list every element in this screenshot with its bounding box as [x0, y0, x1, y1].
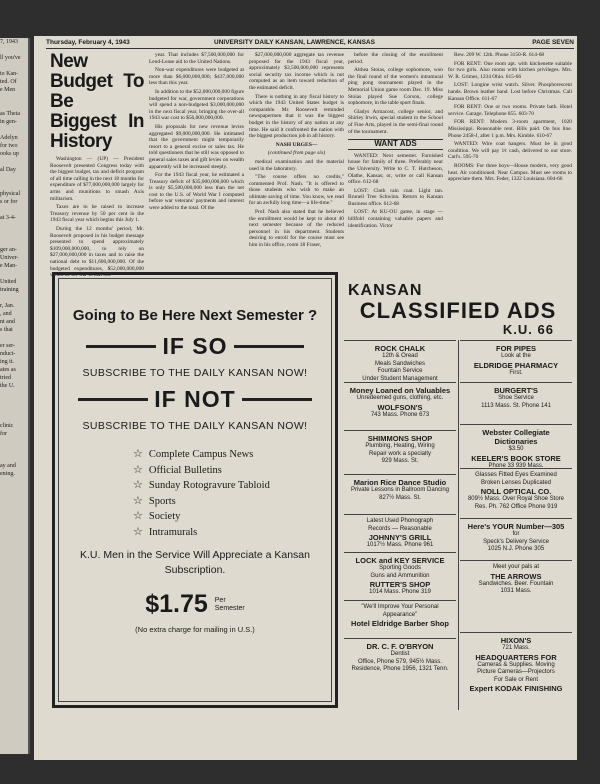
article-paragraph: For the 1943 fiscal year, he estimated a Treasury deficit of $35,000,000,000 which is only $5,500,000,000 less than the net cost to the U.S. of World War I computed before war veterans' payments and interest were added to the total. Of the	[149, 172, 244, 212]
classified-ad-line: Plumbing, Heating, Wiring	[365, 443, 435, 449]
classified-ad-line: Speck's Delivery Service	[483, 538, 549, 545]
classified-ad-line: 827½ Mass. St.	[379, 494, 421, 501]
header-date: Thursday, February 4, 1943	[46, 39, 130, 46]
edge-snippet: ooks up	[0, 151, 19, 157]
edge-snippet: e Men	[0, 87, 16, 93]
classified-ad-line: 12th & Oread	[382, 353, 418, 359]
edge-snippet	[0, 206, 28, 214]
edge-snippet	[0, 158, 28, 166]
article-paragraph: Washington — (UP) — President Roosevelt presented Congress today with the biggest budget, tax and deficit program of all time calling in the next 18 months for expenditure of $77,000,000,000 largely for arms and munitions to smash Axis militarism.	[50, 156, 144, 202]
classified-ad-line: Phone 33 939 Mass.	[488, 462, 544, 469]
article-paragraph: FOR RENT: Modern 3-room apartment, 1020 Mississippi. Reasonable rent. Bills paid. On bus line. Phone 2458-J, after 1 p.m. Mrs. Kimble. 610-67	[448, 119, 572, 139]
classified-ad-line: 743 Mass. Phone 673	[370, 411, 430, 418]
edge-snippet: , and	[0, 311, 12, 317]
article-paragraph: Prof. Nash also stated that he believed the enrollment would be kept to about 40 next semester because of the reduced personnel in his department. Students desiring to enroll for the course must see him in his office, room 18 Fraser,	[249, 209, 344, 249]
article-paragraph: Rew. 209 W. 12th. Phone 3150-R. 614-68	[454, 52, 545, 58]
classified-ad	[460, 518, 572, 560]
price-tag	[59, 590, 331, 619]
page-header	[46, 38, 574, 49]
classified-ad-line: Records — Reasonable	[368, 525, 432, 532]
classified-ad-line: RUTTER'S SHOP	[369, 580, 431, 590]
classified-ad-line: Meet your pals at	[492, 564, 540, 570]
edge-snippet: r, Jan.	[0, 303, 15, 309]
classified-ad-line: ROCK CHALK	[374, 344, 426, 353]
edge-snippet: clinic	[0, 423, 14, 429]
price-per: Per	[214, 597, 226, 605]
subscription-ad-title: Going to Be Here Next Semester ?	[72, 307, 318, 324]
edge-snippet	[0, 390, 28, 398]
classified-ad-line: Broken Lenses Duplicated	[480, 479, 552, 486]
classified-ad-line: Unredeemed guns, clothing, etc.	[356, 395, 444, 401]
classified-ad-line: Appearance"	[382, 611, 418, 618]
edge-snippet: physical	[0, 191, 20, 197]
feature-list	[133, 447, 331, 540]
feature-item	[133, 494, 331, 510]
edge-snippet: for two	[0, 143, 18, 149]
classified-ad-line: Private Lessons in Ballroom Dancing	[350, 487, 450, 493]
edge-snippet	[0, 334, 28, 342]
article-headline: New Budget To Be Biggest In History	[50, 51, 144, 152]
edge-snippet	[0, 406, 28, 414]
price-value: $1.75	[145, 590, 208, 618]
article-paragraph: LOST: At KU-OU game, in stage —billfold containing valuable papers and identification. Victor	[348, 209, 443, 229]
classified-ad-line: THE ARROWS	[490, 571, 542, 581]
classified-ad-line: 1031 Mass.	[500, 588, 532, 595]
if-not-label: IF NOT	[154, 386, 236, 412]
edge-snippet	[0, 126, 28, 134]
classified-ad-line: Repair work a specialty	[368, 450, 432, 457]
article-paragraph: FOR RENT: One or two rooms. Private bath. Hotel service. Garage. Telephone 855. 603-70	[448, 104, 572, 117]
edge-snippet	[0, 230, 28, 238]
nash-subhead: NASH URGES—	[275, 141, 318, 148]
subscription-ad	[52, 272, 338, 708]
classified-ad	[460, 632, 572, 710]
subscribe-line-1: SUBSCRIBE TO THE DAILY KANSAN NOW!	[82, 367, 308, 379]
classified-ad-line: Cameras & Supplies. Moving	[477, 661, 555, 668]
header-page-number: PAGE SEVEN	[532, 39, 574, 46]
classified-ad-line: Glasses Fitted Eyes Examined	[475, 472, 557, 478]
edge-snippet: the U.	[0, 383, 15, 389]
classified-ad-line: 721 Mass.	[502, 645, 530, 651]
subscribe-line-2: SUBSCRIBE TO THE DAILY KANSAN NOW!	[82, 420, 308, 432]
mailing-note: (No extra charge for mailing in U.S.)	[135, 625, 255, 634]
article-paragraph: $27,000,000,000 aggregate tax revenue proposed for the 1943 fiscal year, approximately $3,500,000,000 represents social security tax income which is not computed as an item toward reduction of the estimated deficit.	[249, 52, 344, 91]
classified-ad-line: Under Student Management	[362, 375, 438, 382]
classified-ad-line: 1025 N.J. Phone 305	[487, 546, 545, 553]
article-paragraph: "The course offers no credits," commented Prof. Nash. "It is offered to those students who wish to make an ultimate saving of time. You know, we read for an awfully long time—a life-time."	[249, 174, 344, 207]
edge-snippet	[0, 438, 28, 446]
edge-snippet: ing it.	[0, 359, 15, 365]
edge-snippet: training	[0, 287, 19, 293]
classified-ad-line: HIXON'S	[500, 636, 532, 645]
edge-snippet: to Kan-	[0, 71, 19, 77]
edge-snippet: 7, 1943	[0, 39, 18, 45]
classified-ad-line: Look at the	[501, 353, 531, 359]
want-ads-title: WANT ADS	[348, 139, 443, 150]
classified-ad	[460, 468, 572, 518]
star-icon: ☆	[133, 463, 143, 476]
feature-label: Sports	[148, 495, 176, 507]
star-icon: ☆	[133, 494, 143, 507]
edge-snippet	[0, 238, 28, 246]
classified-ad-line: Fountain Service	[377, 368, 423, 375]
classified-ad	[344, 638, 456, 710]
banner-kansan: KANSAN	[348, 282, 423, 299]
feature-label: Society	[148, 511, 181, 522]
banner-classified-ads: CLASSIFIED ADS	[359, 298, 557, 323]
edge-snippet: ening.	[0, 471, 15, 477]
classified-ad-line: Shoe Service	[498, 395, 534, 401]
edge-snippet	[0, 454, 28, 462]
classified-ad-line: KEELER'S BOOK STORE	[471, 453, 561, 463]
price-semester: Semester	[214, 605, 245, 613]
star-icon: ☆	[133, 525, 143, 538]
classified-ad	[344, 514, 456, 552]
classified-banner	[344, 282, 572, 342]
edge-snippet	[0, 102, 28, 110]
feature-item	[133, 478, 331, 494]
article-paragraph: WANTED: Next semester. Furnished house for family of three. Preferably near the University. Write to C. T. Hutcheson, Olathe, Kansas; or, write or call Kansan office. 612-68	[348, 152, 443, 186]
classified-ad-line: JOHNNY'S GRILL	[368, 533, 432, 543]
edge-snippet	[0, 294, 28, 302]
classified-ad-line: Residence, Phone 1956, 1321 Tenn.	[351, 666, 449, 673]
edge-snippet: as Theta	[0, 111, 21, 117]
classified-ad-line: Office, Phone 579, 945½ Mass.	[358, 658, 442, 665]
classified-ad-line: FOR PIPES	[495, 344, 536, 353]
classified-ad-line: WOLFSON'S	[377, 402, 423, 412]
classified-ad	[460, 560, 572, 632]
classified-ad	[344, 382, 456, 430]
article-column-4	[348, 52, 443, 274]
edge-snippet: Adelyn	[0, 135, 18, 141]
feature-label: Official Bulletins	[148, 464, 222, 476]
article-column-1	[50, 51, 144, 279]
edge-snippet: e Man-	[0, 263, 18, 269]
edge-snippet	[0, 270, 28, 278]
edge-snippet	[0, 414, 28, 422]
article-paragraph: His proposals for new revenue levies aggregated $9,000,000,000. He intimated that the government might temporarily resort to a general excise or sales tax. He told questioners that he still was opposed to general sales taxes and gift levies on wealth apparently will be increased steeply.	[149, 123, 244, 170]
classified-ad-line: HEADQUARTERS FOR	[475, 652, 557, 662]
feature-item	[133, 463, 331, 479]
classified-ad-line: First.	[509, 369, 523, 376]
star-icon: ☆	[133, 479, 143, 491]
edge-snippet	[0, 174, 28, 182]
classified-ad-line: Marion Rice Dance Studio	[353, 478, 447, 487]
service-men-note: K.U. Men in the Service Will Appreciate a Kansan Subscription.	[80, 549, 310, 576]
article-paragraph: Non-war expenditures were budgeted at more than $6,000,000,000; $437,000,000 less than this year.	[149, 67, 244, 87]
edge-snippet: al Day	[0, 167, 16, 173]
classified-ad-line: Expert KODAK FINISHING	[469, 684, 563, 694]
article-column-5	[448, 52, 572, 274]
classified-ad-line: Sporting Goods	[379, 565, 421, 571]
classified-ad-line: Latest Used Phonograph	[366, 518, 434, 524]
edge-snippet: at 3-4-	[0, 215, 16, 221]
classified-ad-line: SHIMMONS SHOP	[367, 434, 433, 443]
header-masthead: UNIVERSITY DAILY KANSAN, LAWRENCE, KANSAS	[214, 39, 375, 46]
classified-ad-line: Hotel Eldridge Barber Shop	[351, 619, 449, 629]
banner-ku66: K.U. 66	[502, 322, 554, 337]
classified-ad-line: 1113 Mass. St. Phone 141	[481, 402, 551, 409]
edge-snippet: in gen-	[0, 119, 17, 125]
classified-ad	[344, 340, 456, 382]
classified-ad	[344, 430, 456, 474]
classified-ad-line: For Sale or Rent	[493, 676, 539, 683]
nash-continued: (continued from page six)	[267, 150, 326, 157]
edge-snippet: for	[0, 431, 7, 437]
feature-label: Intramurals	[148, 526, 198, 538]
edge-snippet: ay and	[0, 463, 16, 469]
classified-ad	[460, 382, 572, 424]
edge-snippet: ates as	[0, 367, 16, 373]
classified-ad	[344, 600, 456, 638]
classified-ad-line: Picture Cameras—Projectors	[477, 669, 555, 676]
classified-ad-line: Sandwiches. Beer. Fountain	[478, 580, 554, 587]
star-icon: ☆	[133, 448, 143, 460]
article-paragraph: LOST: Longine wrist watch. Silver. Phosphorescent hands. Brown leather band. Lost before Christmas. Call Kansan Office. 611-67	[448, 82, 572, 102]
article-paragraph: During the 12 months' period, Mr. Roosevelt proposed in his budget message presented to spend approximately $109,000,000,000, to rely on $27,000,000,000 in taxes and to raise the national debt to $11,600,000,000. Of the budgeted expenditures, $52,000,000,000 would be for war in that one	[50, 225, 144, 279]
classified-ad-line: for	[512, 531, 520, 537]
article-column-2	[149, 52, 244, 266]
classified-divider	[458, 340, 459, 710]
article-paragraph: There is nothing in any fiscal history to which the 1943 United States budget is comparable. Mr. Roosevelt reminded newspapermen that it was the biggest budget in the history of any nation at any time. He said it confronted the nation with the biggest production job in all history.	[249, 93, 344, 140]
feature-item	[133, 509, 331, 525]
classified-ad-line: BURGERT'S	[494, 386, 538, 395]
article-paragraph: Althea Stoias, college sophomore, won the final round of the women's intramural ping pong tournament played in the Memorial Union game room Dec. 19. Miss Stoias played Sue Corson, college sophomore, in the table sport finals.	[348, 67, 443, 107]
article-paragraph: before the closing of the enrollment period.	[348, 52, 443, 65]
classified-ad-line: ELDRIDGE PHARMACY	[473, 360, 559, 370]
classified-ad	[460, 340, 572, 382]
edge-snippet: s that	[0, 327, 13, 333]
adjacent-page-edge	[0, 38, 30, 754]
feature-item	[133, 525, 331, 541]
classified-ad-line: 1017½ Mass. Phone 961	[366, 542, 434, 549]
article-column-3	[249, 52, 344, 266]
article-paragraph: Taxes are to be raised to increase Treasury revenue by 50 per cent in the 1943 fiscal year which begins this July 1.	[50, 204, 144, 224]
edge-snippet	[0, 398, 28, 406]
edge-snippet	[0, 46, 28, 54]
star-icon: ☆	[133, 510, 143, 522]
edge-snippet: er ser-	[0, 343, 16, 349]
classified-ad-line: Res. Ph. 762 Office Phone 919	[474, 503, 558, 510]
classified-ad-line: 929 Mass. St.	[381, 458, 419, 465]
edge-snippet: ll you've	[0, 55, 21, 61]
edge-snippet	[0, 62, 28, 70]
classified-ad-line: Webster Collegiate Dictionaries	[482, 428, 550, 446]
edge-snippet: United	[0, 279, 17, 285]
feature-item	[133, 447, 331, 463]
article-paragraph: ROOMS: For three boys—House modern, very good heat. Air conditioned. Near Campus. Must see rooms to appreciate them. Mrs. Feder, 1322 Louisiana. 604-66	[448, 162, 572, 183]
classified-ad	[344, 474, 456, 514]
feature-label: Sunday Rotogravure Tabloid	[148, 480, 270, 491]
article-paragraph: year. That includes $7,500,000,000 for Lend-Lease aid to the United Nations.	[149, 52, 244, 65]
article-paragraph: WANTED: Wire coat hangers. Must be in good condition. We will pay 1¢ cash, delivered to our store. Carl's. 595-70	[448, 141, 572, 161]
classified-ad-line: Meals Sandwiches	[374, 360, 426, 367]
classified-ad-line: 1014 Mass. Phone 319	[369, 589, 431, 596]
edge-snippet: Univer-	[0, 255, 19, 261]
classified-ad-line: LOCK and KEY SERVICE	[355, 556, 445, 565]
feature-label: Complete Campus News	[148, 449, 254, 460]
classified-ad-line: 809½ Mass. Over Royal Shoe Store	[467, 496, 565, 503]
classified-ad-line: Guns and Ammunition	[370, 572, 430, 579]
article-paragraph: FOR RENT: One room apt. with kitchenette suitable for two girls. Also rooms with kitchen privileges. Mrs. W. R. Grimes, 1234 Ohio. 615-66	[448, 60, 572, 80]
article-paragraph: Gladys Armacost, college senior, and Shirley Irwin, special student in the School of Fine Arts, played in the semi-final round of the tournament.	[348, 108, 443, 135]
edge-snippet: s or for	[0, 199, 18, 205]
edge-snippet: ger an-	[0, 247, 17, 253]
article-paragraph: medical examination and the material used in the laboratory.	[249, 158, 344, 172]
edge-snippet: tried	[0, 375, 11, 381]
classified-ad-line: $3.50	[508, 446, 524, 452]
classified-ad	[460, 424, 572, 468]
classified-ad-line: Money Loaned on Valuables	[349, 386, 451, 395]
classified-ad-line: DR. C. F. O'BRYON	[366, 642, 434, 651]
classified-ad-line: Dentist	[390, 651, 410, 657]
edge-snippet: ted. Of	[0, 79, 17, 85]
edge-snippet	[0, 222, 28, 230]
edge-snippet: nduct-	[0, 351, 16, 357]
article-paragraph: In addition to the $52,000,000,000 figure budgeted for war, government corporations will spend a non-budgeted $3,000,000,000 in the next fiscal year, bringing the over-all 1943 war cost to $56,000,000,000.	[149, 88, 244, 122]
classified-ad-line: "We'll Improve Your Personal	[361, 604, 439, 610]
article-paragraph: LOST: Cloth rain coat. Light tan. Brunell Tree Schwinn. Return to Kansan Business office. 612-68	[348, 187, 443, 207]
edge-snippet	[0, 182, 28, 190]
if-so-label: IF SO	[162, 333, 228, 359]
classified-ad-line: Here's YOUR Number—305	[467, 522, 565, 531]
classified-ad	[344, 552, 456, 600]
edge-snippet: nt and	[0, 319, 15, 325]
edge-snippet	[0, 446, 28, 454]
edge-snippet	[0, 94, 28, 102]
classified-ad-line: NOLL OPTICAL CO.	[480, 487, 552, 497]
